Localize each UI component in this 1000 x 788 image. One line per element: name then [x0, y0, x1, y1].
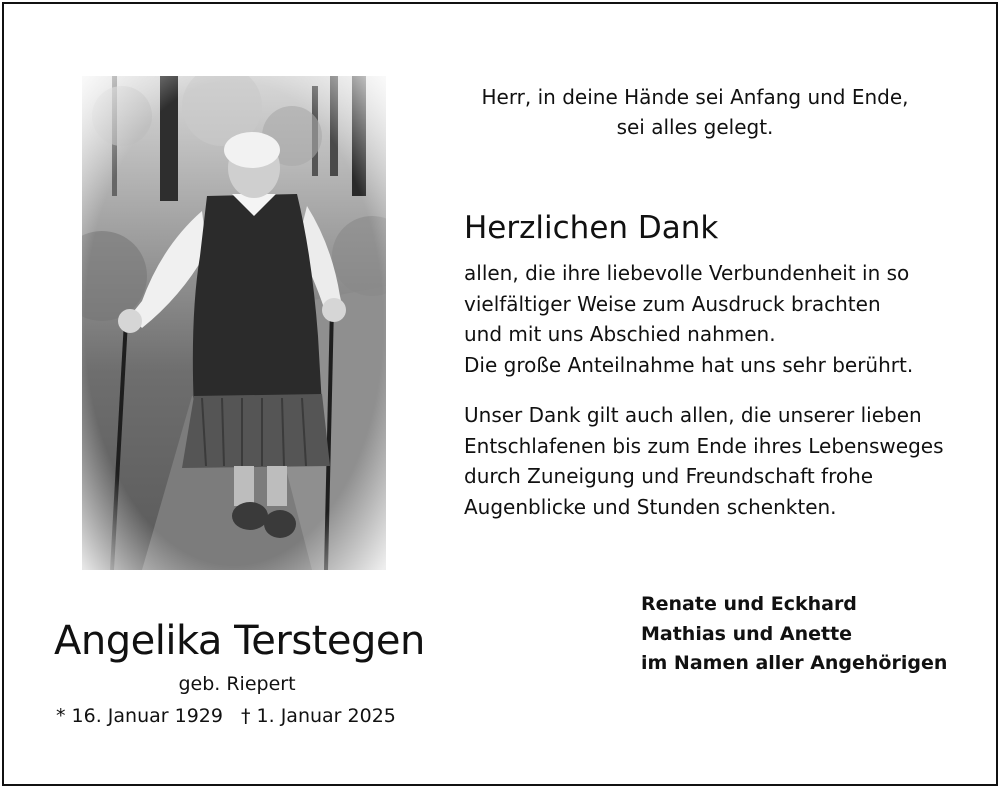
maiden-name: geb. Riepert [178, 673, 296, 695]
signers-block [641, 590, 947, 679]
bible-verse [450, 82, 940, 142]
verse-line: sei alles gelegt. [616, 115, 774, 139]
paragraph-line: und mit uns Abschied nahmen. [464, 322, 776, 346]
birth-date: * 16. Januar 1929 [56, 705, 223, 727]
thanks-heading: Herzlichen Dank [464, 210, 719, 246]
signer-line: Mathias und Anette [641, 622, 853, 645]
paragraph-line: Entschlafenen bis zum Ende ihres Lebensweges [464, 433, 944, 458]
life-dates [56, 702, 396, 730]
portrait-photo [82, 76, 386, 570]
death-date: † 1. Januar 2025 [240, 705, 396, 727]
thanks-paragraph [464, 400, 944, 522]
signer-line: Renate und Eckhard [641, 593, 857, 615]
paragraph-line: Die große Anteilnahme hat uns sehr berührt. [464, 352, 914, 377]
verse-line: Herr, in deine Hände sei Anfang und Ende, [481, 85, 909, 109]
paragraph-line: Augenblicke und Stunden schenkten. [464, 494, 837, 519]
paragraph-line: vielfältiger Weise zum Ausdruck brachten [464, 291, 881, 316]
paragraph-line: Unser Dank gilt auch allen, die unserer lieben [464, 403, 922, 427]
paragraph-line: allen, die ihre liebevolle Verbundenheit in so [464, 261, 910, 285]
paragraph-line: durch Zuneigung und Freundschaft frohe [464, 464, 874, 488]
signer-line: im Namen aller Angehörigen [641, 652, 948, 674]
thanks-paragraph [464, 258, 913, 380]
deceased-name: Angelika Terstegen [54, 618, 425, 664]
